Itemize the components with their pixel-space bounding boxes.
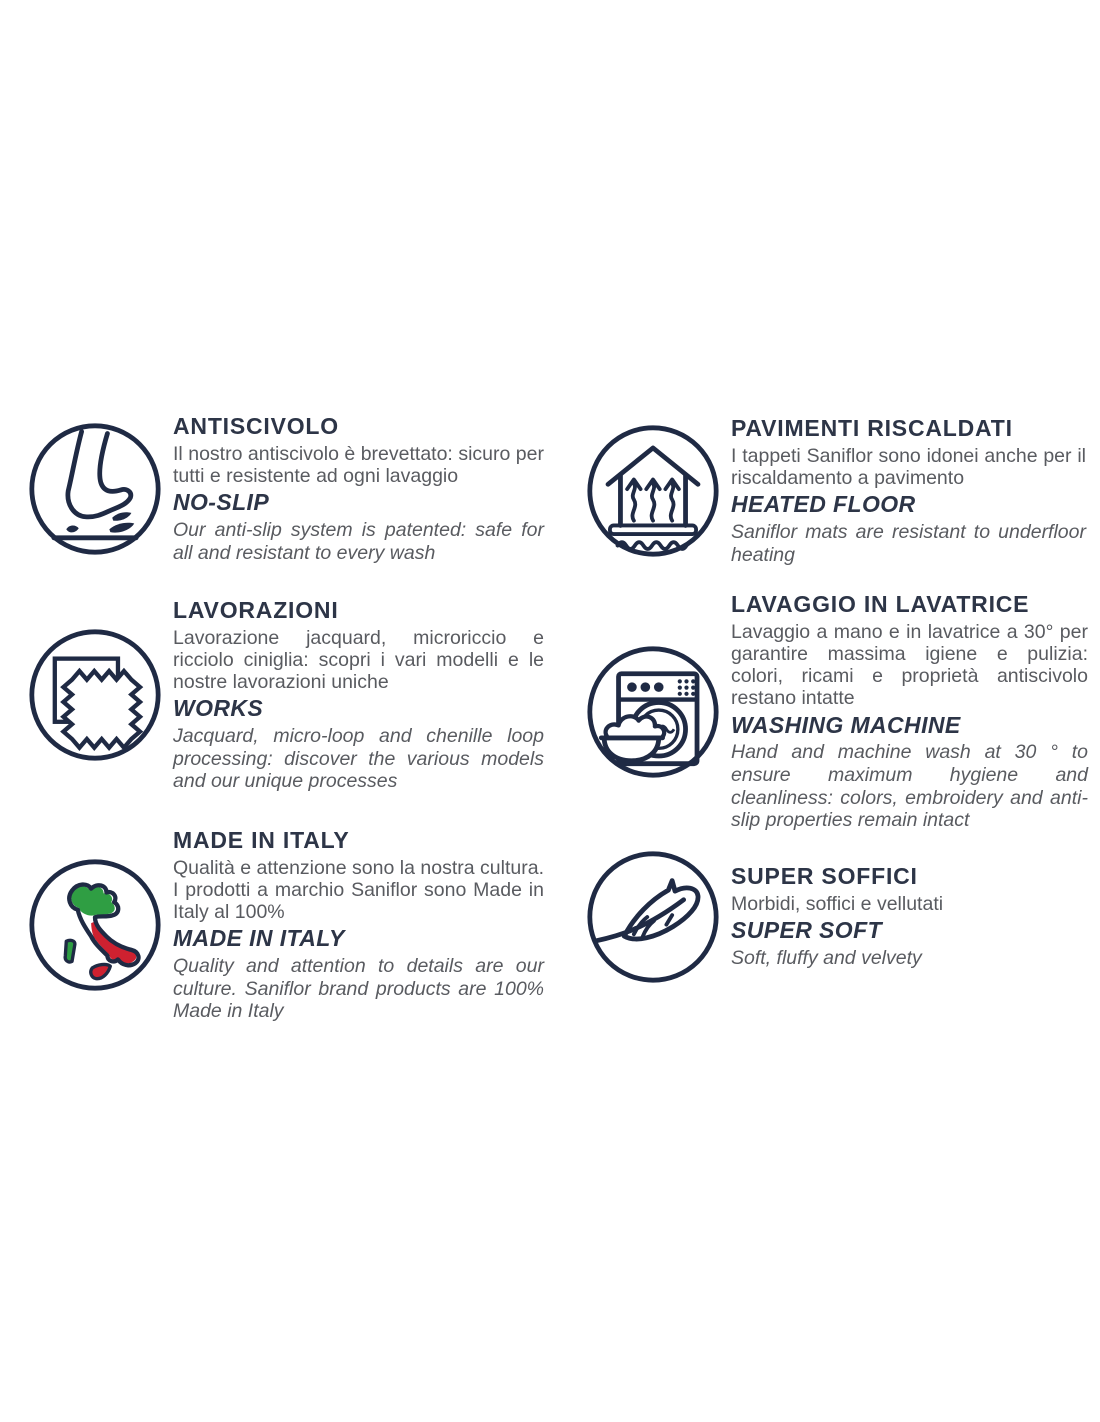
feature-texts	[173, 598, 544, 793]
feature-body-it: Lavaggio a mano e in lavatrice a 30° per garantire massima igiene e pulizia: colori, ricami e proprietà antiscivolo restano intatte	[731, 620, 1088, 710]
fabric-swatch-icon	[28, 628, 162, 762]
feature-antiscivolo	[28, 414, 544, 564]
feature-title-it: LAVORAZIONI	[173, 597, 339, 623]
feature-texts	[173, 414, 544, 564]
feature-icon-circle	[28, 422, 162, 556]
feature-body-en: Jacquard, micro-loop and chenille loop processing: discover the various models and our unique processes	[173, 725, 544, 793]
feature-title-it: ANTISCIVOLO	[173, 413, 339, 439]
foot-no-slip-icon	[28, 422, 162, 556]
feature-title-en: HEATED FLOOR	[731, 491, 916, 518]
washing-machine-icon	[586, 645, 720, 779]
feature-title-it: PAVIMENTI RISCALDATI	[731, 415, 1013, 441]
feature-title-en: MADE IN ITALY	[173, 925, 345, 952]
feather-icon	[586, 850, 720, 984]
feature-icon-circle	[28, 858, 162, 992]
feature-body-it: Lavorazione jacquard, microriccio e ricciolo ciniglia: scopri i vari modelli e le nostre lavorazioni uniche	[173, 626, 544, 694]
feature-super-soffici	[586, 850, 1086, 984]
feature-texts	[731, 864, 1086, 969]
feature-texts	[731, 416, 1086, 566]
feature-title-it: LAVAGGIO IN LAVATRICE	[731, 591, 1030, 617]
feature-body-en: Quality and attention to details are our culture. Saniflor brand products are 100% Made in Italy	[173, 955, 544, 1023]
feature-body-en: Our anti-slip system is patented: safe for all and resistant to every wash	[173, 518, 544, 564]
feature-body-en: Saniflor mats are resistant to underfloor heating	[731, 520, 1086, 566]
feature-body-it: Qualità e attenzione sono la nostra cultura. I prodotti a marchio Saniflor sono Made in Italy al 100%	[173, 856, 544, 924]
feature-texts	[731, 592, 1088, 832]
feature-title-en: SUPER SOFT	[731, 917, 882, 944]
feature-lavaggio-in-lavatrice	[586, 592, 1088, 832]
feature-title-it: SUPER SOFFICI	[731, 863, 918, 890]
italy-map-icon	[28, 858, 162, 992]
feature-icon-circle	[586, 424, 720, 558]
feature-title-en: NO-SLIP	[173, 489, 270, 516]
feature-pavimenti-riscaldati	[586, 416, 1086, 566]
feature-body-en: Hand and machine wash at 30 ° to ensure maximum hygiene and cleanliness: colors, embroidery and anti-slip properties remain intact	[731, 741, 1088, 832]
feature-texts	[173, 828, 544, 1023]
feature-icon-circle	[586, 850, 720, 984]
feature-body-en: Soft, fluffy and velvety	[731, 947, 922, 970]
feature-icon-circle	[586, 645, 720, 779]
feature-title-en: WORKS	[173, 695, 264, 722]
feature-title-it: MADE IN ITALY	[173, 827, 350, 853]
feature-lavorazioni	[28, 598, 544, 793]
feature-body-it: Morbidi, soffici e vellutati	[731, 893, 944, 916]
feature-body-it: Il nostro antiscivolo è brevettato: sicuro per tutti e resistente ad ogni lavaggio	[173, 442, 544, 487]
feature-icon-circle	[28, 628, 162, 762]
heated-floor-icon	[586, 424, 720, 558]
feature-made-in-italy	[28, 828, 544, 1023]
feature-body-it: I tappeti Saniflor sono idonei anche per il riscaldamento a pavimento	[731, 444, 1086, 489]
feature-title-en: WASHING MACHINE	[731, 711, 961, 738]
